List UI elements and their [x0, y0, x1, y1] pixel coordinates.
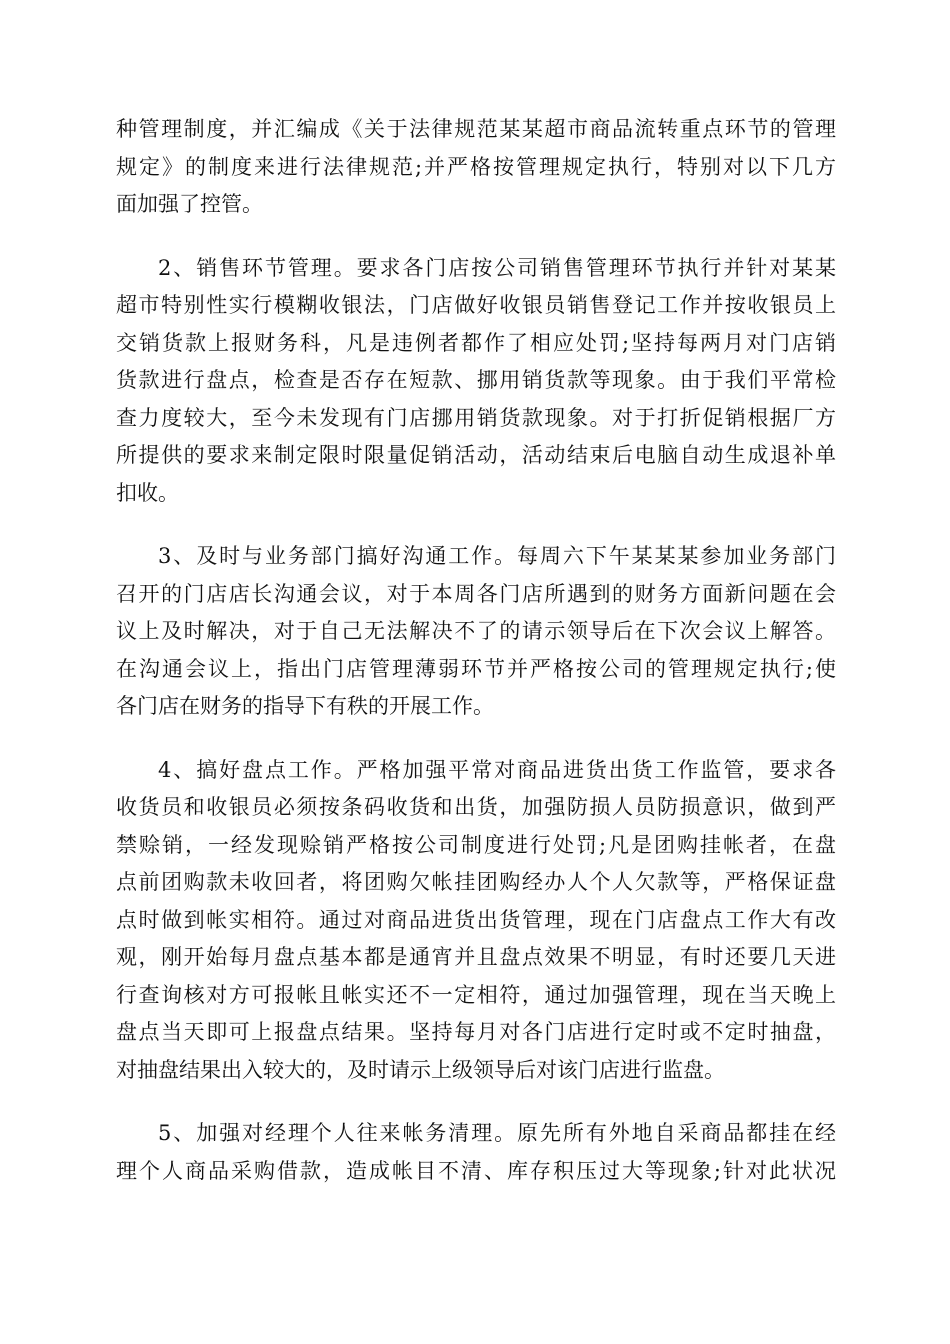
- text-line: 面加强了控管。: [116, 192, 263, 216]
- text-line: 行查询核对方可报帐且帐实还不一定相符，通过加强管理，现在当天晚上: [116, 982, 836, 1007]
- text-line: 召开的门店店长沟通会议，对于本周各门店所遇到的财务方面新问题在会: [116, 581, 836, 606]
- text-line: 在沟通会议上，指出门店管理薄弱环节并严格按公司的管理规定执行;使: [116, 656, 836, 681]
- text-line: 点时做到帐实相符。通过对商品进货出货管理，现在门店盘点工作大有改: [116, 907, 836, 932]
- paragraph-inventory: [116, 752, 836, 1090]
- text-line: 观，刚开始每月盘点基本都是通宵并且盘点效果不明显，有时还要几天进: [116, 945, 836, 969]
- text-line: 种管理制度，并汇编成《关于法律规范某某超市商品流转重点环节的管理: [116, 117, 836, 141]
- document-body: [116, 111, 836, 1216]
- text-line: 理个人商品采购借款，造成帐目不清、库存积压过大等现象;针对此状况: [116, 1158, 836, 1183]
- paragraph-management-rules: [116, 111, 836, 224]
- text-line: 各门店在财务的指导下有秩的开展工作。: [116, 694, 494, 718]
- text-line: 查力度较大，至今未发现有门店挪用销货款现象。对于打折促销根据厂方: [116, 405, 836, 430]
- text-line: 货款进行盘点，检查是否存在短款、挪用销货款等现象。由于我们平常检: [116, 368, 836, 392]
- text-line: 点前团购款未收回者，将团购欠帐挂团购经办人个人欠款等，严格保证盘: [116, 870, 836, 894]
- text-line: 盘点当天即可上报盘点结果。坚持每月对各门店进行定时或不定时抽盘，: [116, 1020, 836, 1044]
- text-line: 议上及时解决，对于自己无法解决不了的请示领导后在下次会议上解答。: [116, 619, 836, 643]
- text-line: 5、加强对经理个人往来帐务清理。原先所有外地自采商品都挂在经: [158, 1121, 836, 1145]
- text-line: 3、及时与业务部门搞好沟通工作。每周六下午某某某参加业务部门: [158, 544, 836, 568]
- text-line: 扣收。: [116, 480, 179, 505]
- text-line: 交销货款上报财务科，凡是违例者都作了相应处罚;坚持每两月对门店销: [116, 330, 836, 355]
- text-line: 禁赊销，一经发现赊销严格按公司制度进行处罚;凡是团购挂帐者，在盘: [116, 832, 836, 857]
- text-line: 2、销售环节管理。要求各门店按公司销售管理环节执行并针对某某: [158, 255, 836, 280]
- text-line: 超市特别性实行模糊收银法，门店做好收银员销售登记工作并按收银员上: [116, 293, 836, 317]
- text-line: 规定》的制度来进行法律规范;并严格按管理规定执行，特别对以下几方: [116, 154, 836, 179]
- paragraph-manager-accounts: [116, 1115, 836, 1190]
- text-line: 收货员和收银员必须按条码收货和出货，加强防损人员防损意识，做到严: [116, 795, 836, 819]
- paragraph-sales-management: [116, 250, 836, 513]
- paragraph-communication: [116, 538, 836, 726]
- text-line: 所提供的要求来制定限时限量促销活动，活动结束后电脑自动生成退补单: [116, 443, 836, 467]
- text-line: 对抽盘结果出入较大的，及时请示上级领导后对该门店进行监盘。: [116, 1057, 725, 1082]
- text-line: 4、搞好盘点工作。严格加强平常对商品进货出货工作监管，要求各: [158, 757, 836, 782]
